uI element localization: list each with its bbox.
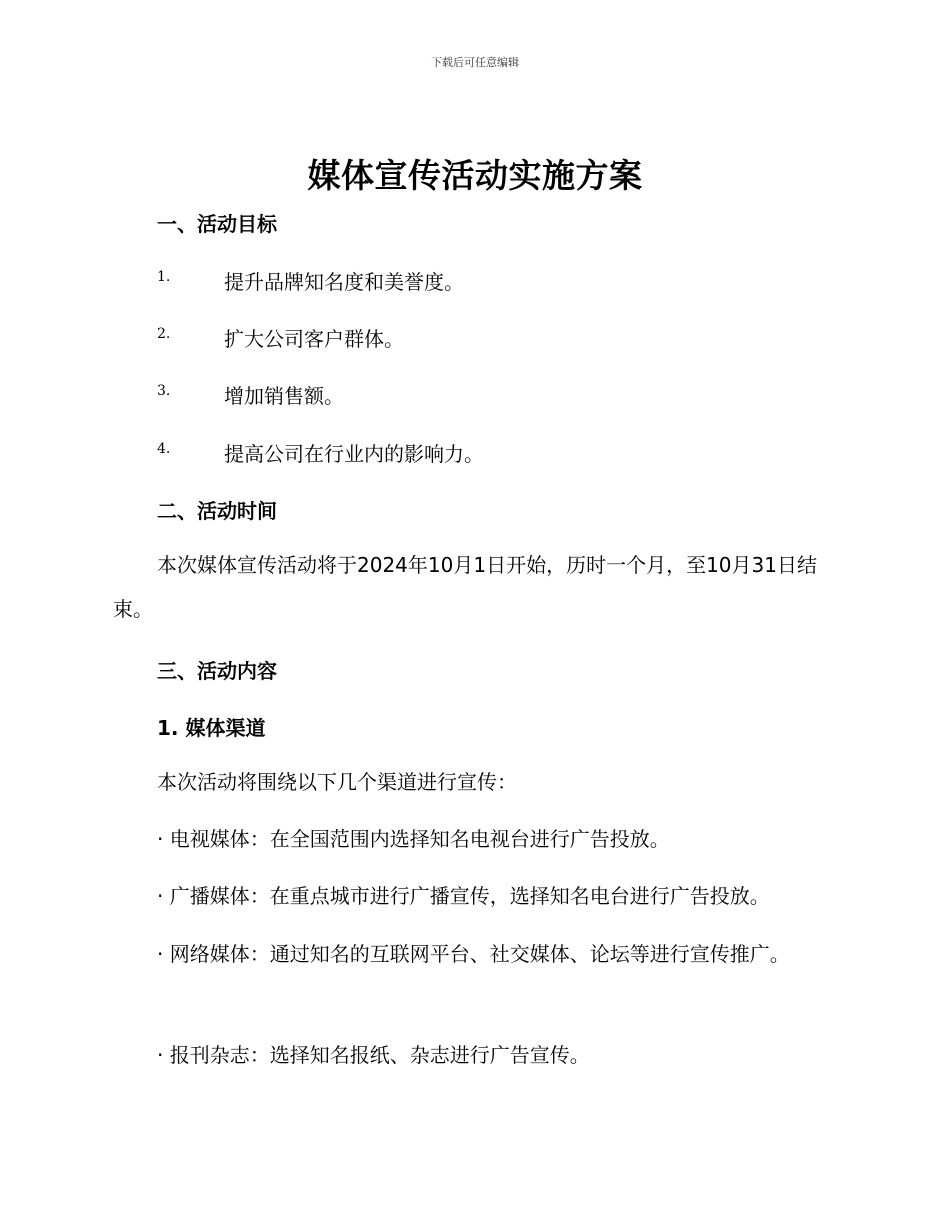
list-number: 4.: [157, 441, 171, 457]
section-heading-content: 三、活动内容: [157, 659, 277, 683]
section-heading-time: 二、活动时间: [157, 499, 277, 523]
channel-item-radio: · 广播媒体：在重点城市进行广播宣传，选择知名电台进行广告投放。: [157, 884, 770, 908]
time-paragraph: 本次媒体宣传活动将于2024年10月1日开始，历时一个月，至10月31日结束。: [113, 553, 817, 621]
list-text: 扩大公司客户群体。: [224, 327, 404, 351]
list-number: 2.: [157, 326, 171, 342]
list-text: 提高公司在行业内的影响力。: [224, 442, 484, 466]
channel-item-internet: · 网络媒体：通过知名的互联网平台、社交媒体、论坛等进行宣传推广。: [157, 942, 790, 966]
list-text: 增加销售额。: [224, 384, 344, 408]
list-number: 3.: [157, 383, 171, 399]
document-title: 媒体宣传活动实施方案: [307, 156, 643, 195]
channel-item-tv: · 电视媒体：在全国范围内选择知名电视台进行广告投放。: [157, 827, 670, 851]
page-header-note: 下载后可任意编辑: [431, 56, 519, 69]
list-text: 提升品牌知名度和美誉度。: [224, 270, 464, 294]
list-number: 1.: [157, 269, 171, 285]
section-heading-goals: 一、活动目标: [157, 212, 277, 236]
subheading-media-channels: 1. 媒体渠道: [157, 716, 266, 740]
channel-item-print: · 报刊杂志：选择知名报纸、杂志进行广告宣传。: [157, 1043, 590, 1067]
channels-intro: 本次活动将围绕以下几个渠道进行宣传：: [157, 770, 517, 794]
